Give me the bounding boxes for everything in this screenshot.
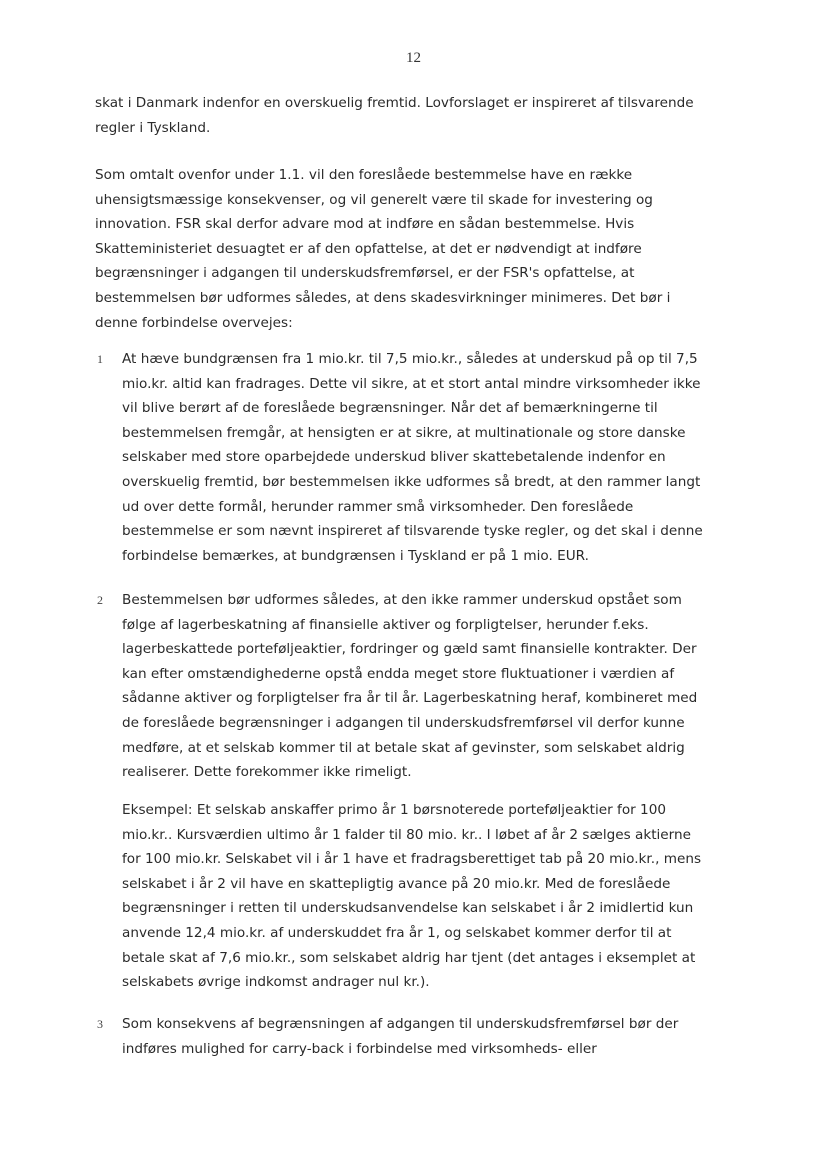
text-line: anvende 12,4 mio.kr. af underskuddet fra år 1, og selskabet kommer derfor til at: [122, 924, 672, 941]
text-line: Skatteministeriet desuagtet er af den opfattelse, at det er nødvendigt at indføre: [95, 240, 642, 257]
text-line: vil blive berørt af de foreslåede begrænsninger. Når det af bemærkningerne til: [122, 400, 658, 417]
continued-paragraph: [95, 91, 735, 140]
text-line: bestemmelsen bør udformes således, at dens skadesvirkninger minimeres. Det bør i: [95, 289, 671, 306]
text-line: innovation. FSR skal derfor advare mod at indføre en sådan bestemmelse. Hvis: [95, 216, 635, 233]
text-line: indføres mulighed for carry-back i forbindelse med virksomheds- eller: [122, 1040, 597, 1057]
text-line: forbindelse bemærkes, at bundgrænsen i Tyskland er på 1 mio. EUR.: [122, 547, 589, 564]
text-line: mio.kr.. Kursværdien ultimo år 1 falder til 80 mio. kr.. I løbet af år 2 sælges aktierne: [122, 826, 692, 843]
text-line: lagerbeskattede porteføljeaktier, fordringer og gæld samt finansielle kontrakter. Der: [122, 641, 697, 658]
text-line: selskabet i år 2 vil have en skattepligtig avance på 20 mio.kr. Med de foreslåede: [122, 875, 671, 892]
text-line: Bestemmelsen bør udformes således, at den ikke rammer underskud opstået som: [122, 592, 682, 608]
text-line: denne forbindelse overvejes:: [95, 314, 293, 331]
text-line: betale skat af 7,6 mio.kr., som selskabet aldrig har tjent (det antages i eksemplet at: [122, 949, 696, 966]
text-line: bestemmelse er som nævnt inspireret af tilsvarende tyske regler, og det skal i denne: [122, 523, 703, 540]
text-line: overskuelig fremtid, bør bestemmelsen ikke udformes så bredt, at den rammer langt: [122, 473, 701, 490]
item-number: 2: [97, 593, 103, 607]
text-line: realiserer. Dette forekommer ikke rimeligt.: [122, 764, 412, 781]
text-line: selskabets øvrige indkomst andrager nul kr.).: [122, 974, 430, 991]
text-line: uhensigtsmæssige konsekvenser, og vil generelt være til skade for investering og: [95, 191, 653, 208]
text-line: for 100 mio.kr. Selskabet vil i år 1 have et fradragsberettiget tab på 20 mio.kr., mens: [122, 851, 702, 868]
text-line: skat i Danmark indenfor en overskuelig fremtid. Lovforslaget er inspireret af tilsvarende: [95, 95, 694, 111]
text-line: Som omtalt ovenfor under 1.1. vil den foreslåede bestemmelse have en række: [95, 167, 633, 183]
text-line: Eksempel: Et selskab anskaffer primo år 1 børsnoterede porteføljeaktier for 100: [122, 802, 666, 818]
page-number: 12: [406, 50, 421, 66]
list-item: [122, 588, 732, 785]
text-line: sådanne aktiver og forpligtelser fra år til år. Lagerbeskatning heraf, kombineret med: [122, 690, 698, 707]
list-item: [122, 1012, 732, 1061]
text-line: begrænsninger i retten til underskudsanvendelse kan selskabet i år 2 imidlertid kun: [122, 900, 694, 917]
text-line: At hæve bundgrænsen fra 1 mio.kr. til 7,5 mio.kr., således at underskud på op til 7,5: [122, 351, 698, 367]
text-line: bestemmelsen fremgår, at hensigten er at sikre, at multinationale og store danske: [122, 424, 686, 441]
list-item: [122, 347, 732, 568]
text-line: kan efter omstændighederne opstå endda meget store fluktuationer i værdien af: [122, 665, 675, 682]
text-line: de foreslåede begrænsninger i adgangen til underskudsfremførsel vil derfor kunne: [122, 714, 685, 731]
text-line: selskaber med store oparbejdede underskud bliver skattebetalende indenfor en: [122, 449, 666, 466]
text-line: begrænsninger i adgangen til underskudsfremførsel, er der FSR's opfattelse, at: [95, 265, 635, 282]
text-line: Som konsekvens af begrænsningen af adgangen til underskudsfremførsel bør der: [122, 1016, 679, 1032]
text-line: mio.kr. altid kan fradrages. Dette vil sikre, at et stort antal mindre virksomheder ikke: [122, 375, 701, 392]
item-number: 3: [97, 1017, 103, 1031]
text-line: ud over dette formål, herunder rammer små virksomheder. Den foreslåede: [122, 498, 634, 515]
item-number: 1: [97, 352, 103, 366]
text-line: følge af lagerbeskatning af finansielle aktiver og forpligtelser, herunder f.eks.: [122, 616, 649, 633]
text-line: medføre, at et selskab kommer til at betale skat af gevinster, som selskabet aldrig: [122, 739, 685, 756]
intro-paragraph: [95, 163, 735, 335]
example-paragraph: [122, 798, 732, 995]
text-line: regler i Tyskland.: [95, 119, 211, 136]
